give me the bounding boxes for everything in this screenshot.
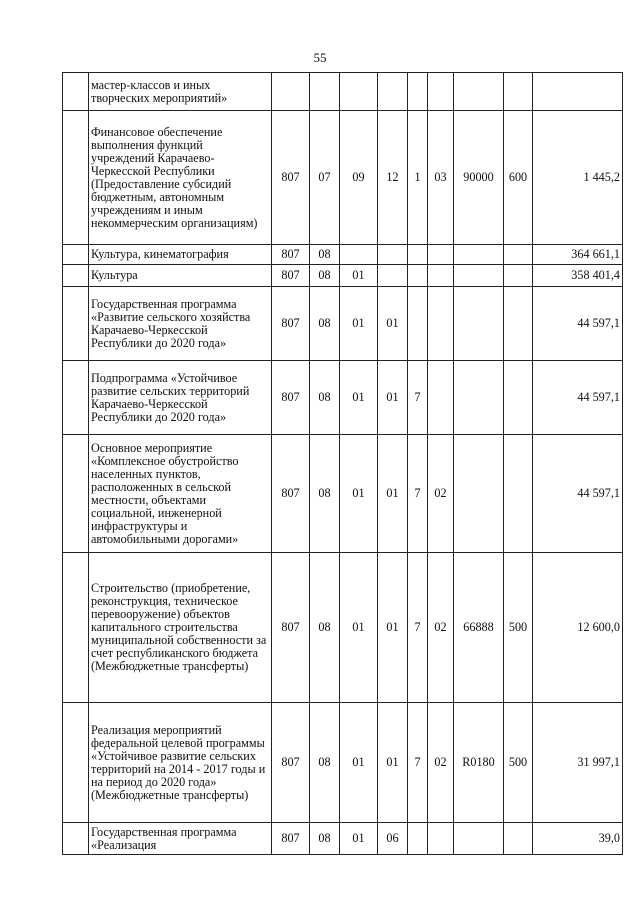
cell-code: 66888	[454, 553, 504, 703]
cell-code: R0180	[454, 703, 504, 823]
cell-code	[504, 287, 533, 361]
cell-code	[504, 823, 533, 855]
cell-code: 08	[310, 703, 340, 823]
cell-code	[454, 265, 504, 287]
cell-code: 08	[310, 287, 340, 361]
cell-code	[428, 265, 454, 287]
cell-code	[408, 245, 428, 265]
cell-code: 807	[272, 111, 310, 245]
cell-code: 7	[408, 703, 428, 823]
table-row	[63, 111, 623, 245]
table-row	[63, 73, 623, 111]
cell-code: 02	[428, 435, 454, 553]
cell-code: 01	[378, 361, 408, 435]
row-name: Государственная программа «Реализация	[89, 823, 272, 855]
cell-sum: 44 597,1	[533, 361, 623, 435]
cell-code: 01	[340, 435, 378, 553]
cell-code: 02	[428, 703, 454, 823]
cell-code: 01	[378, 287, 408, 361]
cell-code: 01	[340, 553, 378, 703]
cell-sum: 44 597,1	[533, 287, 623, 361]
cell-code: 08	[310, 361, 340, 435]
cell-code: 807	[272, 245, 310, 265]
cell-code: 500	[504, 703, 533, 823]
table-row	[63, 703, 623, 823]
cell-code	[408, 823, 428, 855]
cell-code: 08	[310, 245, 340, 265]
row-name: Культура, кинематография	[89, 245, 272, 265]
cell-sum: 358 401,4	[533, 265, 623, 287]
cell-code: 807	[272, 703, 310, 823]
cell-code: 01	[340, 823, 378, 855]
cell-sum: 39,0	[533, 823, 623, 855]
cell-code: 500	[504, 553, 533, 703]
table-row	[63, 245, 623, 265]
cell-code: 90000	[454, 111, 504, 245]
cell-code: 01	[340, 265, 378, 287]
cell-code	[428, 287, 454, 361]
cell-code: 7	[408, 361, 428, 435]
cell-code: 807	[272, 823, 310, 855]
cell-code: 807	[272, 287, 310, 361]
budget-table	[62, 72, 623, 855]
row-name: Строительство (приобретение, реконструкция, техническое перевооружение) объектов капитального строительства муниципальной собственности за счет республиканского бюджета (Межбюджетные трансферты)	[89, 553, 272, 703]
cell-code: 01	[378, 435, 408, 553]
row-name: Культура	[89, 265, 272, 287]
cell-code	[504, 245, 533, 265]
page-number: 55	[313, 50, 327, 65]
cell-code	[428, 823, 454, 855]
cell-code	[408, 265, 428, 287]
cell-code: 08	[310, 553, 340, 703]
cell-code: 1	[408, 111, 428, 245]
cell-code	[454, 245, 504, 265]
cell-code	[504, 265, 533, 287]
cell-sum: 31 997,1	[533, 703, 623, 823]
table-row	[63, 435, 623, 553]
cell-code	[428, 361, 454, 435]
cell-code: 08	[310, 823, 340, 855]
table-row	[63, 287, 623, 361]
cell-code	[454, 435, 504, 553]
cell-sum: 44 597,1	[533, 435, 623, 553]
cell-code: 807	[272, 361, 310, 435]
cell-code: 03	[428, 111, 454, 245]
cell-code: 7	[408, 553, 428, 703]
cell-code	[428, 245, 454, 265]
cell-code	[454, 823, 504, 855]
cell-code	[408, 287, 428, 361]
cell-code	[454, 361, 504, 435]
cell-code: 02	[428, 553, 454, 703]
cell-code: 12	[378, 111, 408, 245]
cell-code: 01	[378, 703, 408, 823]
table-row	[63, 361, 623, 435]
row-name: Основное мероприятие «Комплексное обустройство населенных пунктов, расположенных в сельской местности, объектами социальной, инженерной инфраструктуры и автомобильными дорогами»	[89, 435, 272, 553]
cell-code	[504, 361, 533, 435]
cell-code	[454, 287, 504, 361]
cell-sum: 364 661,1	[533, 245, 623, 265]
table-row	[63, 265, 623, 287]
cell-code: 600	[504, 111, 533, 245]
row-name: Реализация мероприятий федеральной целевой программы «Устойчивое развитие сельских территорий на 2014 - 2017 годы и на период до 2020 года» (Межбюджетные трансферты)	[89, 703, 272, 823]
cell-code: 01	[378, 553, 408, 703]
cell-code: 01	[340, 361, 378, 435]
cell-code	[504, 435, 533, 553]
cell-code	[340, 245, 378, 265]
cell-code	[378, 265, 408, 287]
cell-code: 01	[340, 703, 378, 823]
cell-code: 807	[272, 265, 310, 287]
row-name: Финансовое обеспечение выполнения функций учреждений Карачаево-Черкесской Республики (Предоставление субсидий бюджетным, автономным учреждениям и иным некоммерческим организациям)	[89, 111, 272, 245]
cell-code: 06	[378, 823, 408, 855]
cell-code: 7	[408, 435, 428, 553]
cell-code: 08	[310, 265, 340, 287]
cell-sum: 12 600,0	[533, 553, 623, 703]
table-row	[63, 823, 623, 855]
cell-code: 807	[272, 435, 310, 553]
cell-code: 07	[310, 111, 340, 245]
cell-code: 08	[310, 435, 340, 553]
row-name: мастер-классов и иных творческих мероприятий»	[89, 73, 272, 111]
cell-code: 01	[340, 287, 378, 361]
cell-code: 09	[340, 111, 378, 245]
row-name: Подпрограмма «Устойчивое развитие сельских территорий Карачаево-Черкесской Республики до 2020 года»	[89, 361, 272, 435]
cell-code	[378, 245, 408, 265]
row-name: Государственная программа «Развитие сельского хозяйства Карачаево-Черкесской Республики до 2020 года»	[89, 287, 272, 361]
table-row	[63, 553, 623, 703]
cell-sum: 1 445,2	[533, 111, 623, 245]
cell-code: 807	[272, 553, 310, 703]
